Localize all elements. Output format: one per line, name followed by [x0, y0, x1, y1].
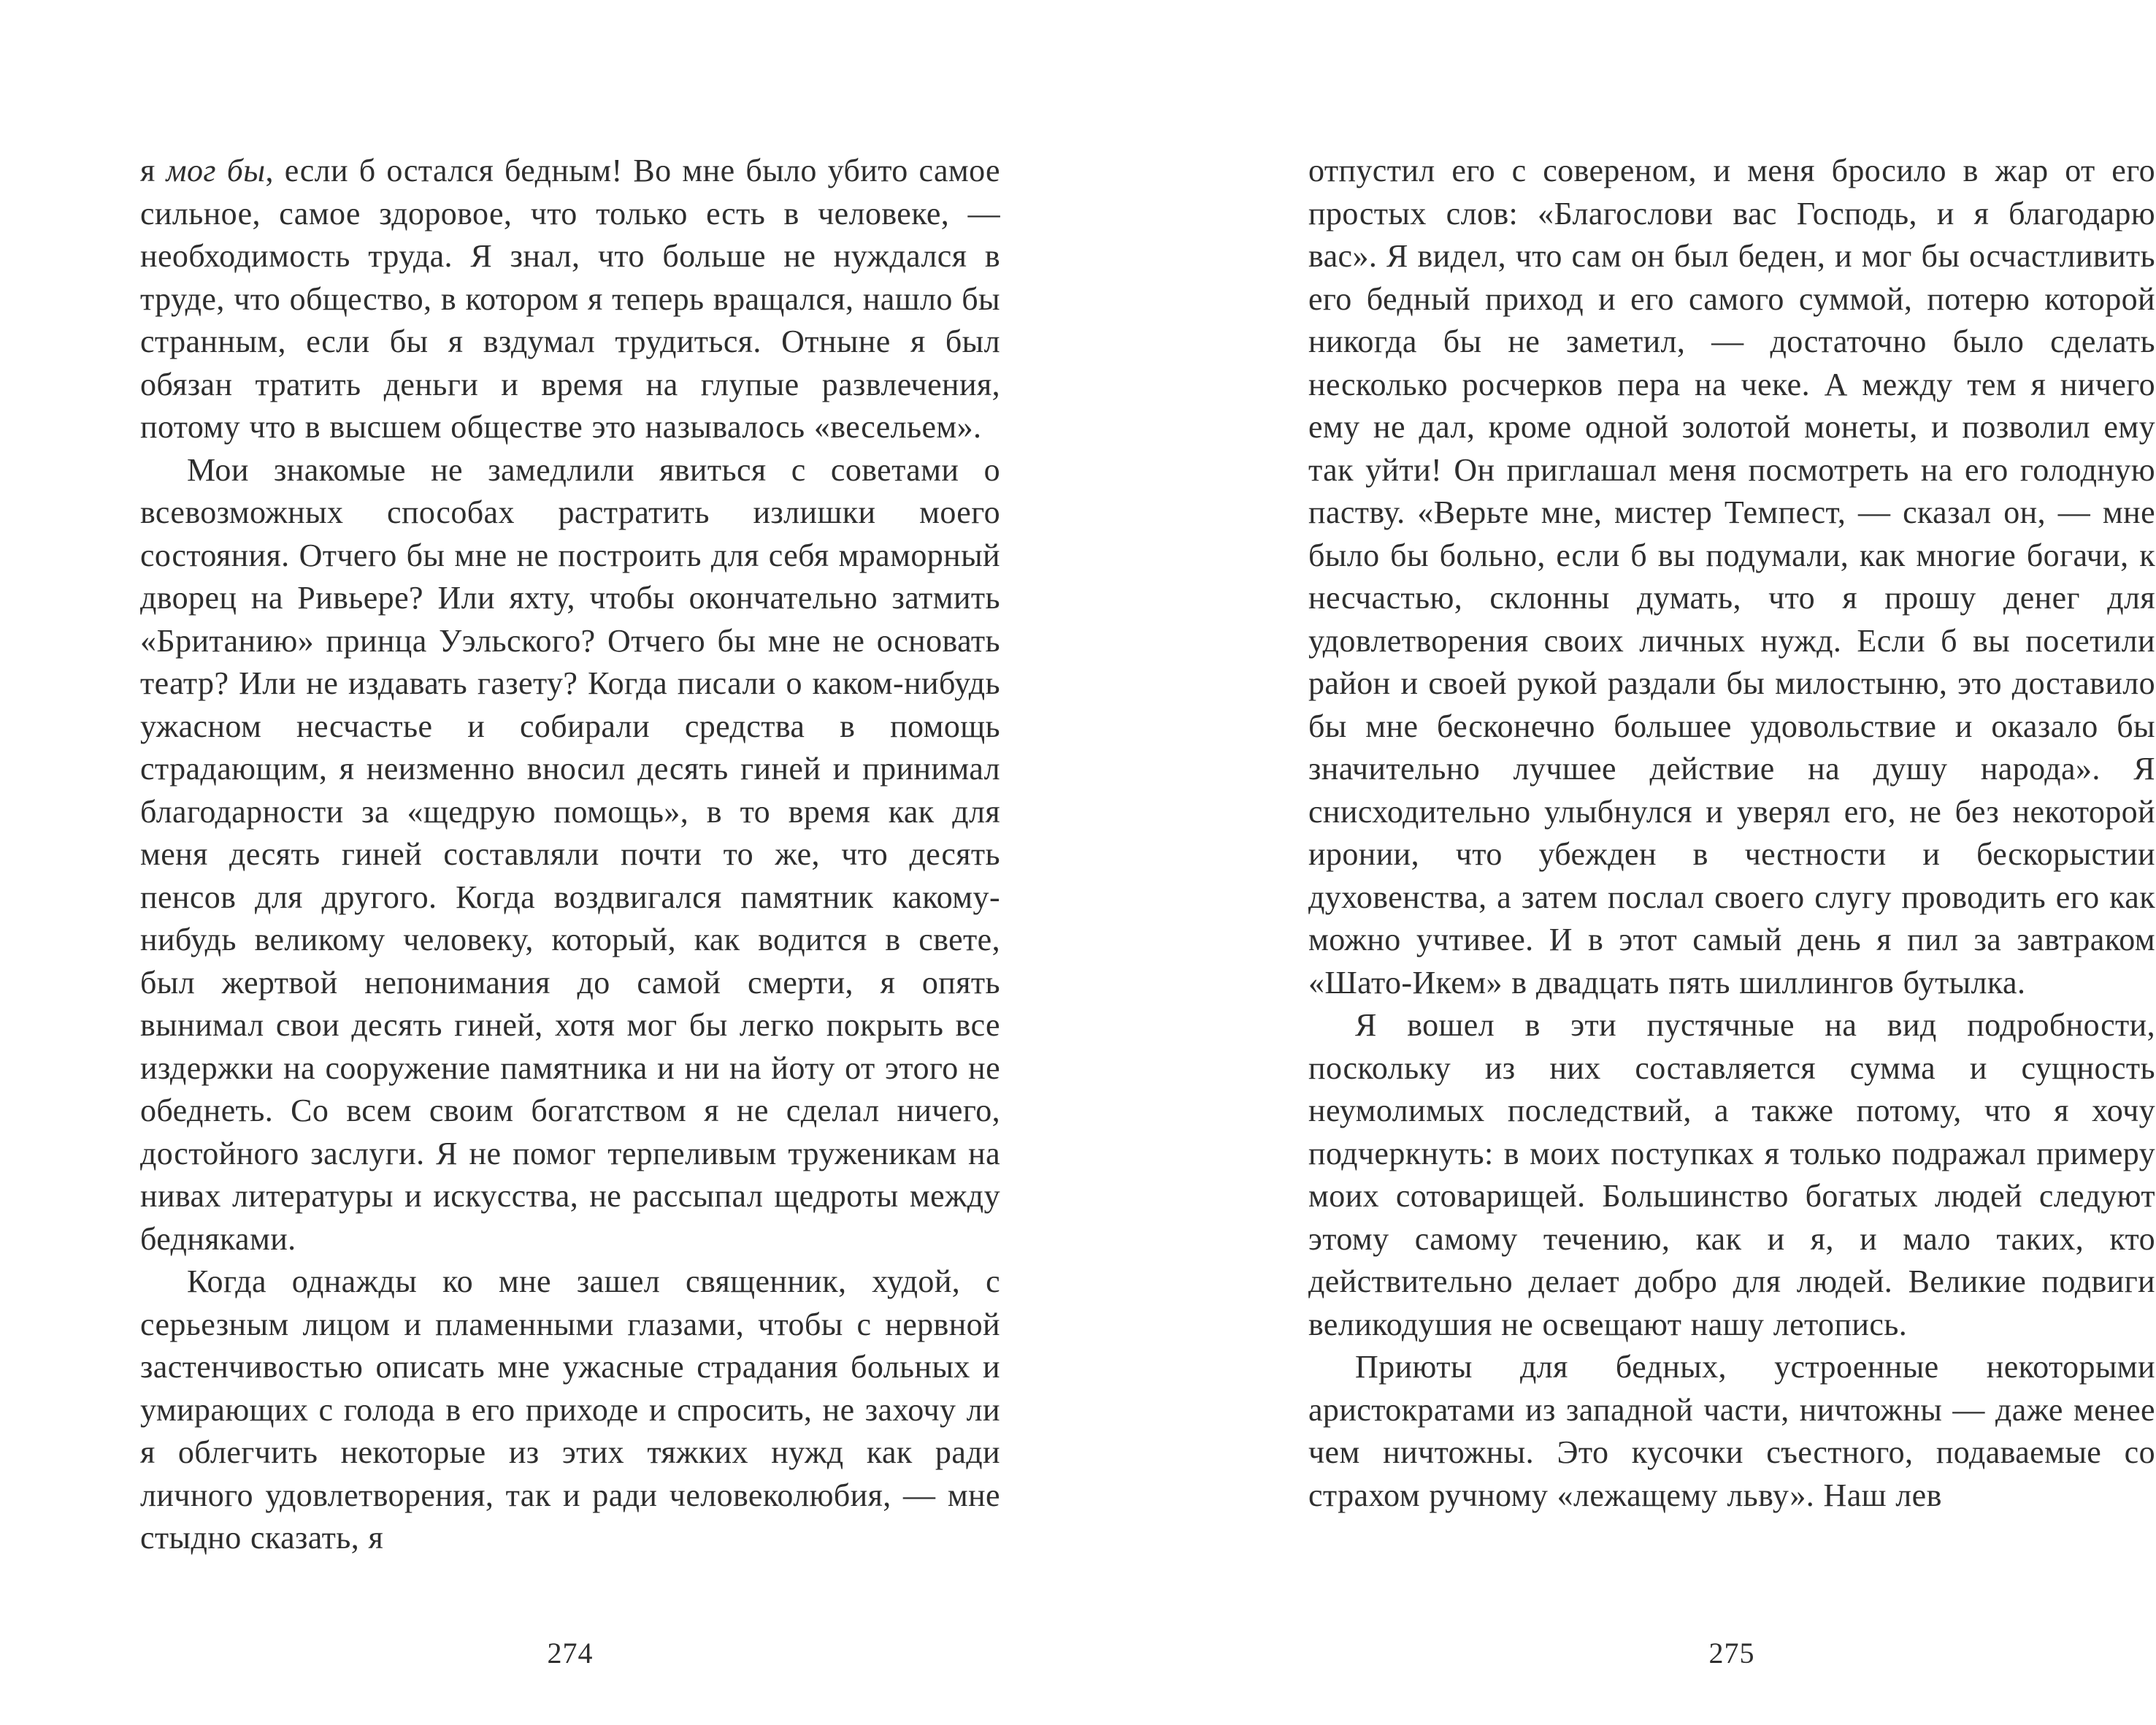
text-run: я — [140, 153, 166, 188]
paragraph: Когда однажды ко мне зашел священник, худой, с серьезным лицом и пламенными глазами, чтобы с нервной застенчивостью описать мне ужасные страдания больных и умирающих с голода в его приходе и спросить, не захочу ли я облегчить некоторые из этих тяжких нужд как ради личного удовлетворения, так и ради человеколюбия, — мне стыдно сказать, я — [140, 1263, 1000, 1556]
paragraph — [140, 150, 1000, 449]
paragraph: Мои знакомые не замедлили явиться с советами о всевозможных способах растратить излишки моего состояния. Отчего бы мне не построить для себя мраморный дворец на Ривьере? Или яхту, чтобы окончательно затмить «Британию» принца Уэльского? Отчего бы мне не основать театр? Или не издавать газету? Когда писали о каком-нибудь ужасном несчастье и собирали средства в помощь страдающим, я неизменно вносил десять гиней и принимал благодарности за «щедрую помощь», в то время как для меня десять гиней составляли почти то же, что десять пенсов для другого. Когда воздвигался памятник какому-нибудь великому человеку, который, как водится в свете, был жертвой непонимания до самой смерти, я опять вынимал свои десять гиней, хотя мог бы легко покрыть все издержки на сооружение памятника и ни на йоту от этого не обеднеть. Со всем своим богатством я не сделал ничего, достойного заслуги. Я не помог терпеливым труженикам на нивах литературы и искусства, не рассыпал щедроты между бедняками. — [140, 451, 1000, 1257]
right-page-text-block — [1308, 150, 2155, 1517]
paragraph: отпустил его с совереном, и меня бросило в жар от его простых слов: «Благослови вас Господь, и я благодарю вас». Я видел, что сам он был беден, и мог бы осчастливить его бедный приход и его самого суммой, потерю которой никогда бы не заметил, — достаточно было сделать несколько росчерков пера на чеке. А между тем я ничего ему не дал, кроме одной золотой монеты, и позволил ему так уйти! Он приглашал меня посмотреть на его голодную паству. «Верьте мне, мистер Темпест, — сказал он, — мне было бы больно, если б вы подумали, как многие богачи, к несчастью, склонны думать, что я прошу денег для удовлетворения своих личных нужд. Если б вы посетили район и своей рукой раздали бы милостыню, это доставило бы мне бесконечно большее удовольствие и оказало бы значительно лучшее действие на душу народа». Я снисходительно улыбнулся и уверял его, не без некоторой иронии, что убежден в честности и бескорыстии духовенства, а затем послал своего слугу проводить его как можно учтивее. И в этот самый день я пил за завтраком «Шато-Икем» в двадцать пять шиллингов бутылка. — [1308, 153, 2155, 1001]
left-page-number: 274 — [547, 1637, 594, 1669]
paragraph: Приюты для бедных, устроенные некоторыми аристократами из западной части, ничтожны — даже менее чем ничтожны. Это кусочки съестного, подаваемые со страхом ручному «лежащему льву». Наш лев — [1308, 1349, 2155, 1513]
italic-text-run: мог бы — [166, 153, 266, 188]
paragraph: Я вошел в эти пустячные на вид подробности, поскольку из них составляется сумма и сущность неумолимых последствий, а также потому, что я хочу подчеркнуть: в моих поступках я только подражал примеру моих сотоварищей. Большинство богатых людей следуют этому самому течению, как и я, и мало таких, кто действительно делает добро для людей. Великие подвиги великодушия не освещают нашу летопись. — [1308, 1007, 2155, 1342]
left-page-text-block — [140, 150, 1000, 1560]
text-run: , если б остался бедным! Во мне было убито самое сильное, самое здоровое, что только есть в человеке, — необходимость труда. Я знал, что больше не нуждался в труде, что общество, в котором я теперь вращался, нашло бы странным, если бы я вздумал трудиться. Отныне я был обязан тратить деньги и время на глупые развлечения, потому что в высшем обществе это называлось «весельем». — [140, 153, 1000, 445]
right-page-number: 275 — [1708, 1637, 1755, 1669]
